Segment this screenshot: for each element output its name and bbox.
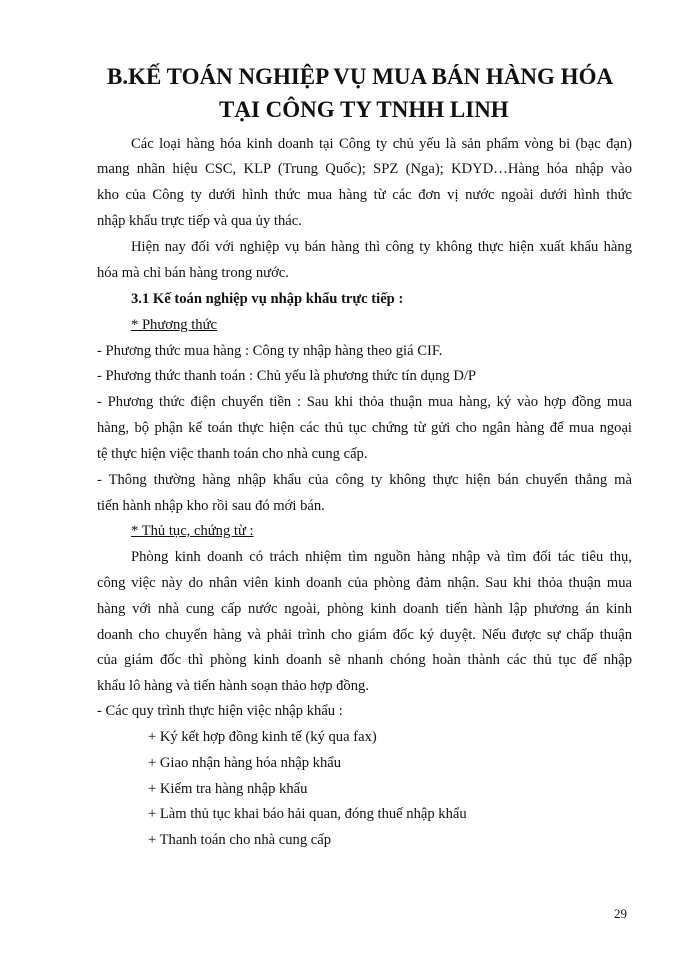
steps-intro: - Các quy trình thực hiện việc nhập khẩu : xyxy=(97,703,343,719)
sales-line-1: Hiện nay đối với nghiệp vụ bán hàng thì công ty không thực hiện xuất khẩu hàng xyxy=(131,239,632,255)
method-heading: * Phương thức xyxy=(131,317,217,333)
section-heading: 3.1 Kế toán nghiệp vụ nhập khẩu trực tiếp : xyxy=(131,291,404,307)
method-line-3a: - Phương thức điện chuyển tiền : Sau khi thỏa thuận mua hàng, ký vào hợp đồng mua xyxy=(97,394,632,410)
step-item: + Kiểm tra hàng nhập khẩu xyxy=(148,781,308,797)
procedure-line-2: công việc này do nhân viên kinh doanh của phòng đảm nhận. Sau khi thỏa thuận mua xyxy=(97,575,632,591)
procedure-line-5: của giám đốc thì phòng kinh doanh sẽ nhanh chóng hoàn thành các thủ tục để nhập xyxy=(97,652,632,668)
step-item: + Thanh toán cho nhà cung cấp xyxy=(148,832,332,848)
step-item: + Giao nhận hàng hóa nhập khẩu xyxy=(148,755,342,771)
method-line-4a: - Thông thường hàng nhập khẩu của công ty không thực hiện bán chuyển thẳng mà xyxy=(97,472,632,488)
method-line-3b: hàng, bộ phận kế toán thực hiện các thủ tục chứng từ gửi cho ngân hàng để mua ngoại xyxy=(97,420,632,436)
procedure-heading: * Thủ tục, chứng từ : xyxy=(131,523,254,539)
step-item: + Ký kết hợp đồng kinh tế (ký qua fax) xyxy=(148,729,377,745)
procedure-line-4: doanh cho chuyến hàng và phải trình cho giám đốc ký duyệt. Nếu được sự chấp thuận xyxy=(97,627,632,643)
title-line-1: B.KẾ TOÁN NGHIỆP VỤ MUA BÁN HÀNG HÓA xyxy=(107,64,614,89)
intro-line-4: nhập khẩu trực tiếp và qua ủy thác. xyxy=(97,213,302,229)
procedure-line-6: khẩu lô hàng và tiến hành soạn thảo hợp đồng. xyxy=(97,678,369,694)
method-line-3c: tệ thực hiện việc thanh toán cho nhà cung cấp. xyxy=(97,446,368,462)
method-line-2: - Phương thức thanh toán : Chủ yếu là phương thức tín dụng D/P xyxy=(97,368,477,384)
procedure-line-3: hàng với nhà cung cấp nước ngoài, phòng kinh doanh tiến hành lập phương án kinh xyxy=(97,601,632,617)
sales-line-2: hóa mà chỉ bán hàng trong nước. xyxy=(97,265,289,281)
procedure-line-1: Phòng kinh doanh có trách nhiệm tìm nguồn hàng nhập và tìm đối tác tiêu thụ, xyxy=(131,549,632,565)
intro-line-3: kho của Công ty dưới hình thức mua hàng từ các đơn vị nước ngoài dưới hình thức xyxy=(97,187,632,203)
title-line-2: TẠI CÔNG TY TNHH LINH xyxy=(219,97,509,122)
intro-line-2: mang nhãn hiệu CSC, KLP (Trung Quốc); SPZ (Nga); KDYD…Hàng hóa nhập vào xyxy=(97,161,632,177)
intro-line-1: Các loại hàng hóa kinh doanh tại Công ty chủ yếu là sản phẩm vòng bi (bạc đạn) xyxy=(131,136,632,152)
method-line-1: - Phương thức mua hàng : Công ty nhập hàng theo giá CIF. xyxy=(97,343,443,359)
step-item: + Làm thủ tục khai báo hải quan, đóng thuế nhập khẩu xyxy=(148,806,467,822)
page-number: 29 xyxy=(614,906,627,921)
method-line-4b: tiến hành nhập kho rồi sau đó mới bán. xyxy=(97,498,325,514)
